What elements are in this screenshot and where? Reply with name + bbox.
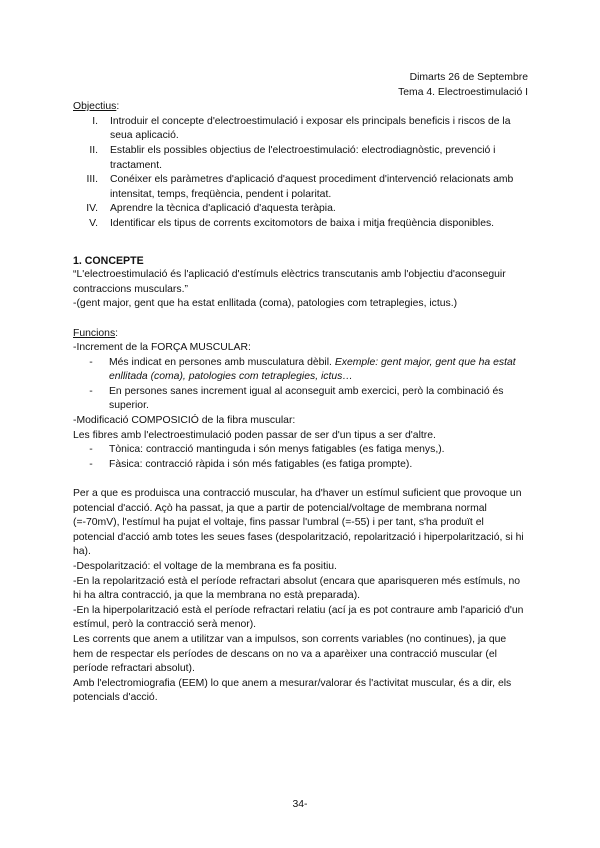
page-number: 34- [292, 799, 308, 810]
forca-list [73, 356, 528, 414]
objectiu-item: II. Establir els possibles objectius de l'electroestimulació: electrodiagnòstic, prevenció i tractament. [89, 144, 496, 171]
document-page [73, 71, 528, 706]
list-item: - Més indicat en persones amb musculatura dèbil. Exemple: gent major, gent que ha estat enllitada (coma), patologies com tetraplegies, ictus… [89, 356, 516, 383]
objectiu-item: I. Introduir el concepte d'electroestimulació i exposar els principals beneficis i riscos de la seua aplicació. [92, 115, 511, 142]
funcions-title: Funcions: [73, 327, 119, 339]
concepte-note: -(gent major, gent que ha estat enllitada (coma), patologies com tetraplegies, ictus.) [73, 298, 458, 310]
objectius-title: Objectius: [73, 101, 120, 113]
list-item: - Fàsica: contracció ràpida i són més fatigables (es fatiga prompte). [89, 458, 413, 470]
funcio-forca: -Increment de la FORÇA MUSCULAR: [73, 342, 251, 354]
paragraph-corrents: Les corrents que anem a utilitzar van a impulsos, son corrents variables (no continues), ja que hem de respectar els períodes de descans on no va a aparèixer una contracció muscular (el període refractari absolut). [73, 633, 507, 675]
objectiu-item: V. Identificar els tipus de corrents excitomotors de baixa i mitja freqüència disponibles. [89, 217, 495, 229]
objectiu-item: IV. Aprendre la tècnica d'aplicació d'aquesta teràpia. [86, 203, 336, 215]
document-header [73, 71, 528, 100]
fibres-list [73, 443, 528, 472]
concepte-definition: “L'electroestimulació és l'aplicació d'estímuls elèctrics transcutanis amb l'objectiu d'aconseguir contraccions musculars.” [73, 269, 506, 295]
header-topic: Tema 4. Electroestimulació I [398, 86, 528, 98]
paragraph-despolaritzacio: -Despolarització: el voltage de la membrana es fa positiu. [73, 561, 337, 572]
fibres-text: Les fibres amb l'electroestimulació poden passar de ser d'un tipus a ser d'altre. [73, 429, 436, 441]
funcio-composicio: -Modificació COMPOSICIÓ de la fibra muscular: [73, 415, 296, 427]
list-item: - En persones sanes increment igual al aconseguit amb exercici, però la combinació és superior. [89, 385, 504, 412]
paragraph-hiperpolaritzacio: -En la hiperpolarització està el període refractari relatiu (ací ja es pot contraure amb l'aparició d'un estímul, però la contracció serà menor). [73, 604, 524, 631]
objectiu-item: III. Conéixer els paràmetres d'aplicació d'aquest procediment d'intervenció relacionats amb intensitat, temps, freqüència, pendent i polaritat. [86, 174, 514, 200]
objectius-list [73, 115, 528, 232]
paragraph-potencial: Per a que es produisca una contracció muscular, ha d'haver un estímul suficient que provoque un potencial d'acció. Açò ha passat, ja que a partir de potencial/voltage de membrana normal (=-70mV), l'estímul ha pujat el voltaje, fins passar l'umbral (=-55) i per tant, s'ha produït el potencial d'acció amb totes les seues fases (despolarització, repolarització i hiperpolarització, si hi ha). [73, 488, 524, 558]
section-heading-concepte: 1. CONCEPTE [73, 254, 144, 267]
paragraph-repolaritzacio: -En la repolarització està el període refractari absolut (encara que aparisqueren més estímuls, no hi ha altra contracció, ja que la membrana no està preparada). [73, 575, 521, 602]
header-date: Dimarts 26 de Septembre [409, 72, 528, 83]
list-item: - Tònica: contracció mantinguda i són menys fatigables (es fatiga menys,). [89, 444, 445, 456]
paragraph-electromiografia: Amb l'electromiografia (EEM) lo que anem a mesurar/valorar és l'activitat muscular, és a dir, els potencials d'acció. [73, 677, 512, 704]
